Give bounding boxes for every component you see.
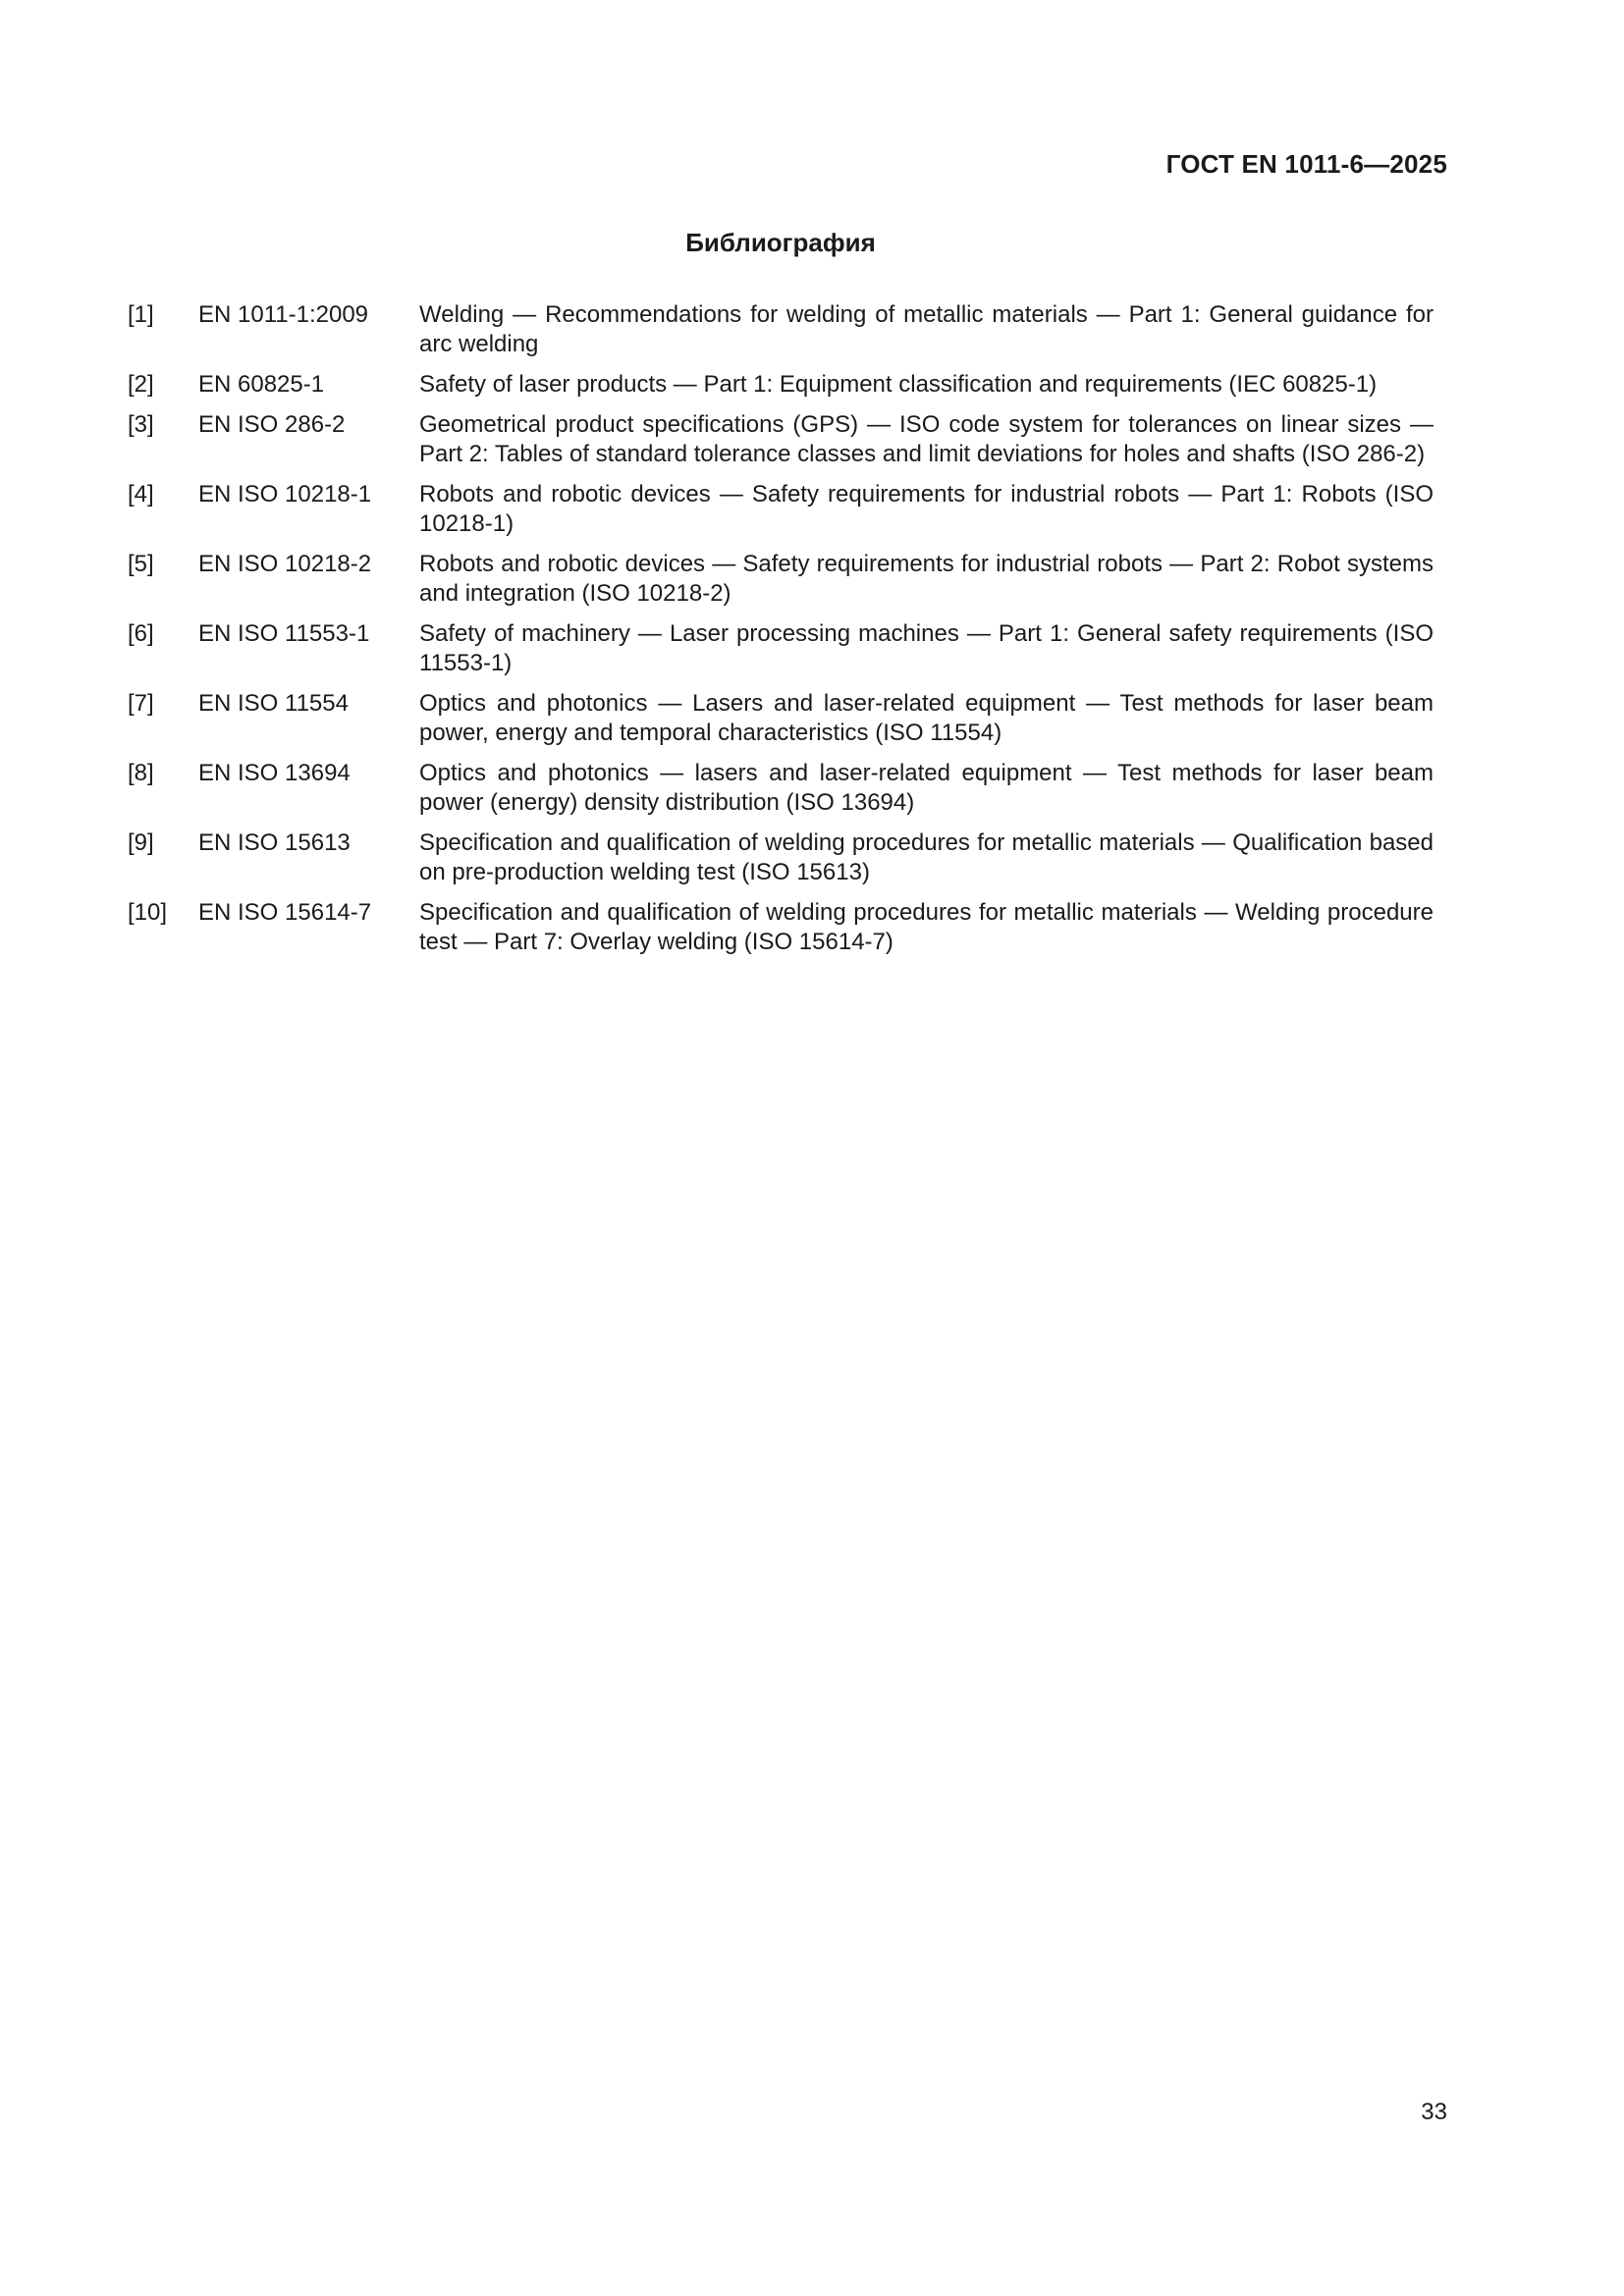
entry-title: Specification and qualification of welding procedures for metallic materials — Qualification based on pre-production welding test (ISO 15613) xyxy=(419,829,1434,885)
document-id-header: ГОСТ EN 1011-6—2025 xyxy=(1165,149,1447,179)
entry-title: Robots and robotic devices — Safety requirements for industrial robots — Part 1: Robots (ISO 10218-1) xyxy=(419,481,1434,537)
bibliography-entry xyxy=(128,550,1434,609)
bibliography-list xyxy=(128,300,1434,968)
entry-number: [2] xyxy=(128,371,154,398)
bibliography-entry xyxy=(128,410,1434,469)
entry-standard-code: EN ISO 286-2 xyxy=(198,411,346,438)
entry-number: [4] xyxy=(128,481,154,507)
entry-number: [5] xyxy=(128,551,154,577)
entry-number: [10] xyxy=(128,899,168,926)
entry-standard-code: EN ISO 11554 xyxy=(198,690,349,717)
entry-number: [7] xyxy=(128,690,154,717)
bibliography-entry xyxy=(128,619,1434,678)
entry-standard-code: EN ISO 11553-1 xyxy=(198,620,370,647)
entry-number: [9] xyxy=(128,829,154,856)
bibliography-entry xyxy=(128,759,1434,818)
bibliography-entry xyxy=(128,300,1434,359)
entry-standard-code: EN ISO 13694 xyxy=(198,760,351,786)
entry-standard-code: EN 1011-1:2009 xyxy=(198,301,369,328)
entry-standard-code: EN 60825-1 xyxy=(198,371,325,398)
section-title: Библиография xyxy=(685,228,876,257)
entry-title: Specification and qualification of welding procedures for metallic materials — Welding procedure test — Part 7: Overlay welding (ISO 15614-7) xyxy=(419,899,1434,955)
entry-number: [6] xyxy=(128,620,154,647)
entry-number: [8] xyxy=(128,760,154,786)
entry-standard-code: EN ISO 10218-2 xyxy=(198,551,372,577)
page-number: 33 xyxy=(1421,2099,1447,2125)
bibliography-entry xyxy=(128,898,1434,957)
entry-title: Optics and photonics — Lasers and laser-related equipment — Test methods for laser beam power, energy and temporal characteristics (ISO 11554) xyxy=(419,690,1434,746)
bibliography-entry xyxy=(128,480,1434,539)
entry-title: Robots and robotic devices — Safety requirements for industrial robots — Part 2: Robot systems and integration (ISO 10218-2) xyxy=(419,551,1434,607)
entry-standard-code: EN ISO 10218-1 xyxy=(198,481,372,507)
entry-standard-code: EN ISO 15614-7 xyxy=(198,899,372,926)
bibliography-entry xyxy=(128,828,1434,887)
bibliography-entry xyxy=(128,370,1434,400)
entry-number: [1] xyxy=(128,301,154,328)
entry-number: [3] xyxy=(128,411,154,438)
bibliography-entry xyxy=(128,689,1434,748)
entry-title: Geometrical product specifications (GPS) — ISO code system for tolerances on linear sizes — Part 2: Tables of standard tolerance classes and limit deviations for holes and shafts (ISO 286-2) xyxy=(419,411,1434,467)
entry-standard-code: EN ISO 15613 xyxy=(198,829,351,856)
entry-title: Optics and photonics — lasers and laser-related equipment — Test methods for laser beam power (energy) density distribution (ISO 13694) xyxy=(419,760,1434,816)
entry-title: Safety of laser products — Part 1: Equipment classification and requirements (IEC 60825-1) xyxy=(419,371,1378,398)
entry-title: Safety of machinery — Laser processing machines — Part 1: General safety requirements (ISO 11553-1) xyxy=(419,620,1434,676)
entry-title: Welding — Recommendations for welding of metallic materials — Part 1: General guidance for arc welding xyxy=(419,301,1434,357)
